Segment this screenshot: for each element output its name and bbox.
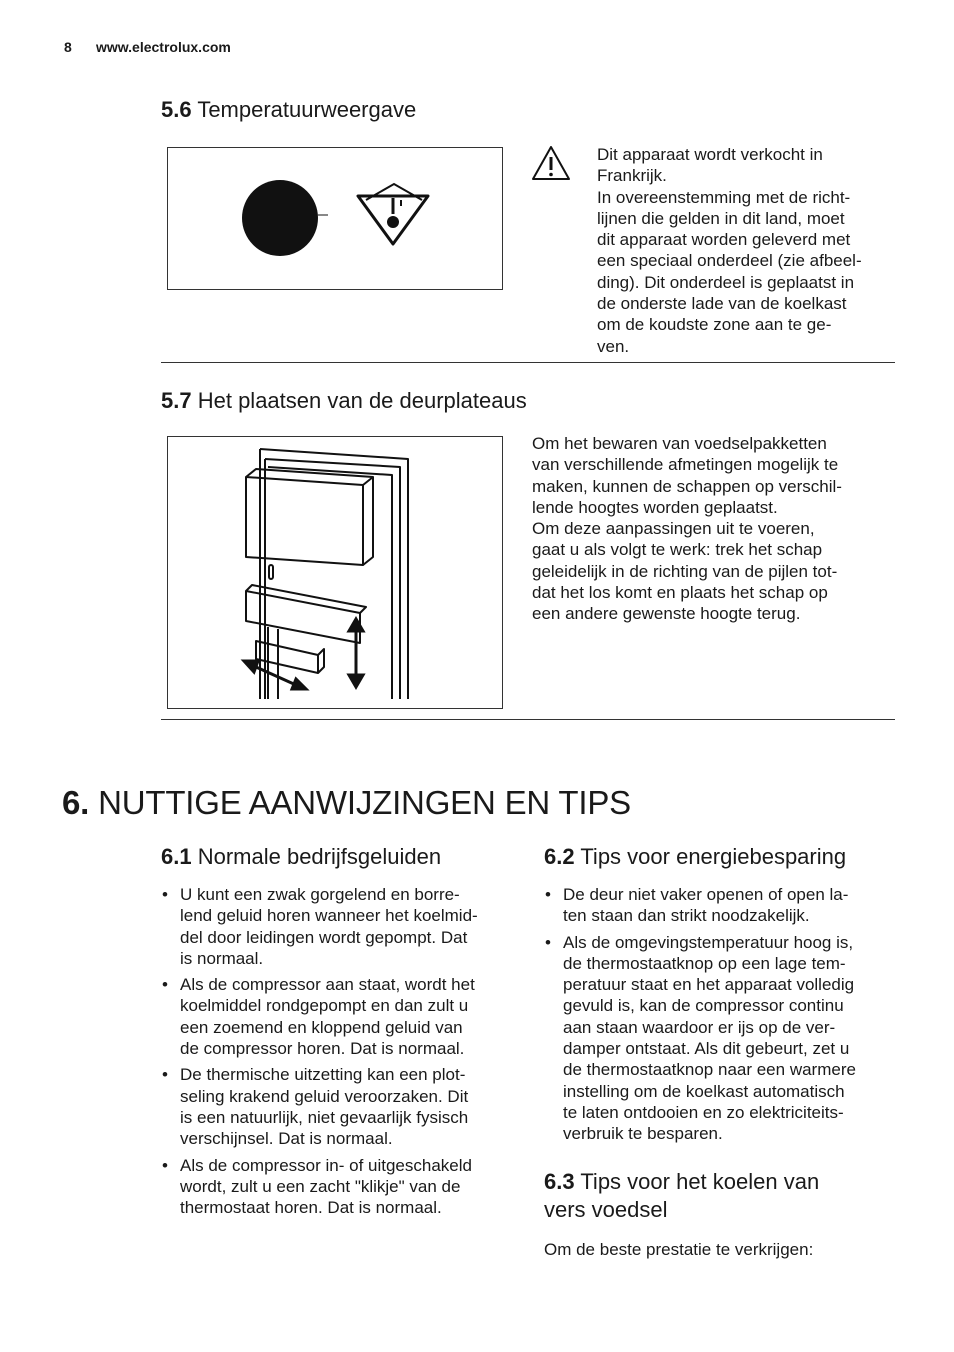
s57-text: Om het bewaren van voedselpakketten van verschillende afmetingen mogelijk te maken, kunnen de schappen op verschil- lende hoogtes worden geplaatst. Om deze aanpassingen uit te voeren, gaat u als volgt te werk: trek het schap geleidelijk in de richting van de pijlen tot- dat het los komt en plaats het schap op een andere gewenste hoogte terug. [532, 434, 842, 624]
section-title: Het plaatsen van de deurplateaus [197, 388, 527, 413]
page-number: 8 [64, 39, 72, 55]
s61-bullet-list [161, 884, 478, 1223]
section-number: 6.3 [544, 1169, 575, 1194]
list-item: • De deur niet vaker openen of open la- ten staan dan strikt noodzakelijk. [544, 884, 856, 927]
list-item: • Als de compressor aan staat, wordt het koelmiddel rondgepompt en dan zult u een zoemend en kloppend geluid van de compressor horen. Dat is normaal. [161, 974, 478, 1059]
section-title: Normale bedrijfsgeluiden [197, 844, 442, 869]
list-item: • Als de compressor in- of uitgeschakeld wordt, zult u een zacht "klikje" van de thermostaat horen. Dat is normaal. [161, 1155, 478, 1219]
s62-bullet-list [544, 884, 856, 1150]
section-6-3-heading [544, 1168, 819, 1224]
section-number: 6.2 [544, 844, 575, 869]
section-divider [161, 719, 895, 720]
section-6-1-heading [161, 844, 441, 870]
list-item: • Als de omgevingstemperatuur hoog is, de thermostaatknop op een lage tem- peratuur staat en het apparaat volledig gevuld is, kan de compressor continu aan staan waardoor er ijs op de ver- damper ontstaat. Als dit gebeurt, zet u de thermostaatknop naar een warmere instelling om de koelkast automatisch te laten ontdooien en zo elektriciteits- verbruik te besparen. [544, 932, 856, 1145]
temperature-indicator-illustration [168, 148, 502, 289]
temperature-indicator-figure [167, 147, 503, 290]
section-title: Temperatuurweergave [197, 97, 417, 122]
section-number: 5.6 [161, 97, 192, 122]
s56-note: Dit apparaat wordt verkocht in Frankrijk. In overeenstemming met de richt- lijnen die gelden in dit land, moet dit apparaat worden geleverd met een speciaal onderdeel (zie afbeel- ding). Dit onderdeel is geplaatst in de onderste lade van de koelkast om de koudste zone aan te ge- ven. [597, 145, 862, 356]
section-divider [161, 362, 895, 363]
chapter-6-heading [62, 784, 631, 822]
list-item: • De thermische uitzetting kan een plot- seling krakend geluid veroorzaken. Dit is een natuurlijk, niet gevaarlijk fysisch verschijnsel. Dat is normaal. [161, 1064, 478, 1149]
list-item: • U kunt een zwak gorgelend en borre- lend geluid horen wanneer het koelmid- del door leidingen wordt gepompt. Dat is normaal. [161, 884, 478, 969]
door-shelf-figure [167, 436, 503, 709]
s63-intro: Om de beste prestatie te verkrijgen: [544, 1240, 814, 1259]
section-title-line: Tips voor het koelen van [580, 1169, 820, 1194]
section-6-2-heading [544, 844, 846, 870]
section-title: Tips voor energiebesparing [580, 844, 847, 869]
chapter-number: 6. [62, 784, 90, 821]
section-number: 5.7 [161, 388, 192, 413]
section-5-7-heading [161, 388, 527, 414]
website-url[interactable]: www.electrolux.com [96, 39, 231, 55]
door-shelf-illustration [168, 437, 502, 708]
warning-icon [531, 145, 571, 186]
chapter-title: NUTTIGE AANWIJZINGEN EN TIPS [98, 784, 631, 821]
section-5-6-heading [161, 97, 416, 123]
section-title-line: vers voedsel [544, 1197, 668, 1222]
section-number: 6.1 [161, 844, 192, 869]
